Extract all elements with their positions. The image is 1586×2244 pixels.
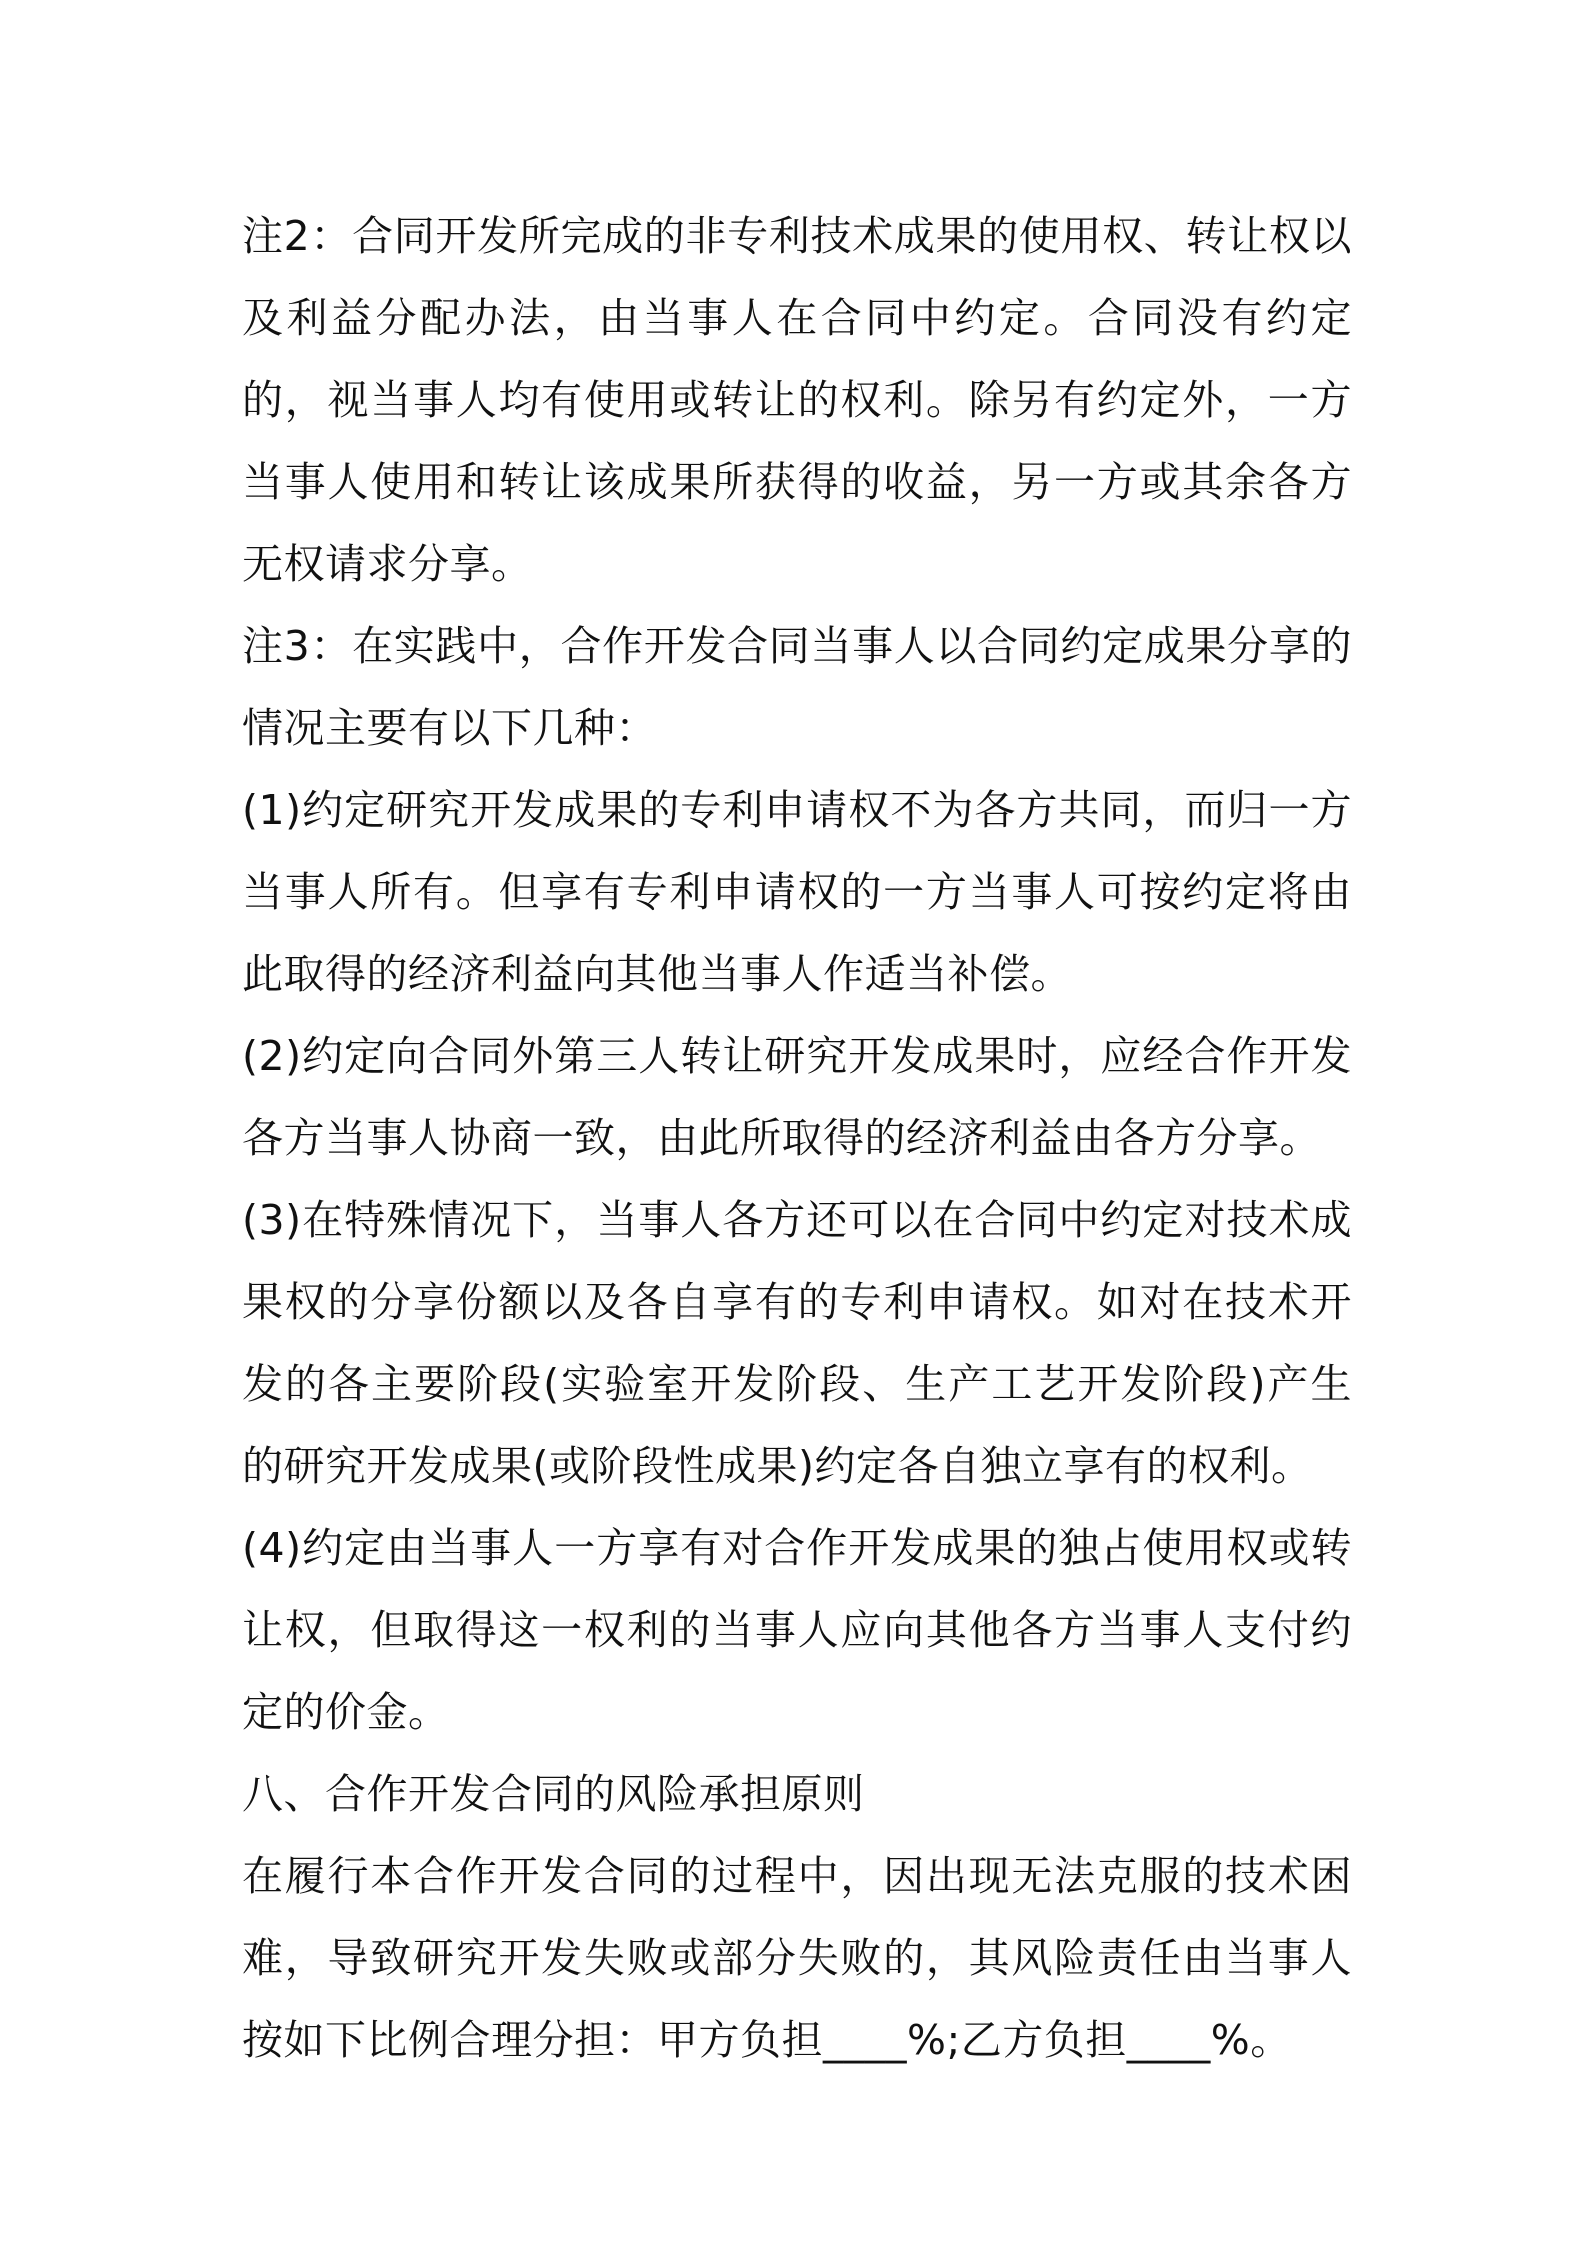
- risk-sharing-paragraph: 在履行本合作开发合同的过程中，因出现无法克服的技术困难，导致研究开发失败或部分失败的，其风险责任由当事人按如下比例合理分担：甲方负担____%;乙方负担____%。: [242, 1852, 1352, 2064]
- item-4-paragraph: (4)约定由当事人一方享有对合作开发成果的独占使用权或转让权，但取得这一权利的当事人应向其他各方当事人支付约定的价金。: [242, 1524, 1352, 1736]
- note-2-paragraph: 注2：合同开发所完成的非专利技术成果的使用权、转让权以及利益分配办法，由当事人在合同中约定。合同没有约定的，视当事人均有使用或转让的权利。除另有约定外，一方当事人使用和转让该成果所获得的收益，另一方或其余各方无权请求分享。: [242, 212, 1352, 588]
- item-2-paragraph: (2)约定向合同外第三人转让研究开发成果时，应经合作开发各方当事人协商一致，由此所取得的经济利益由各方分享。: [242, 1032, 1352, 1162]
- note-3-paragraph: 注3：在实践中，合作开发合同当事人以合同约定成果分享的情况主要有以下几种：: [242, 622, 1352, 752]
- item-3-paragraph: (3)在特殊情况下，当事人各方还可以在合同中约定对技术成果权的分享份额以及各自享有的专利申请权。如对在技术开发的各主要阶段(实验室开发阶段、生产工艺开发阶段)产生的研究开发成果(或阶段性成果)约定各自独立享有的权利。: [242, 1196, 1352, 1490]
- section-8-heading: 八、合作开发合同的风险承担原则: [242, 1770, 865, 1818]
- item-1-paragraph: (1)约定研究开发成果的专利申请权不为各方共同，而归一方当事人所有。但享有专利申请权的一方当事人可按约定将由此取得的经济利益向其他当事人作适当补偿。: [242, 786, 1352, 998]
- document-body: [242, 195, 1352, 2081]
